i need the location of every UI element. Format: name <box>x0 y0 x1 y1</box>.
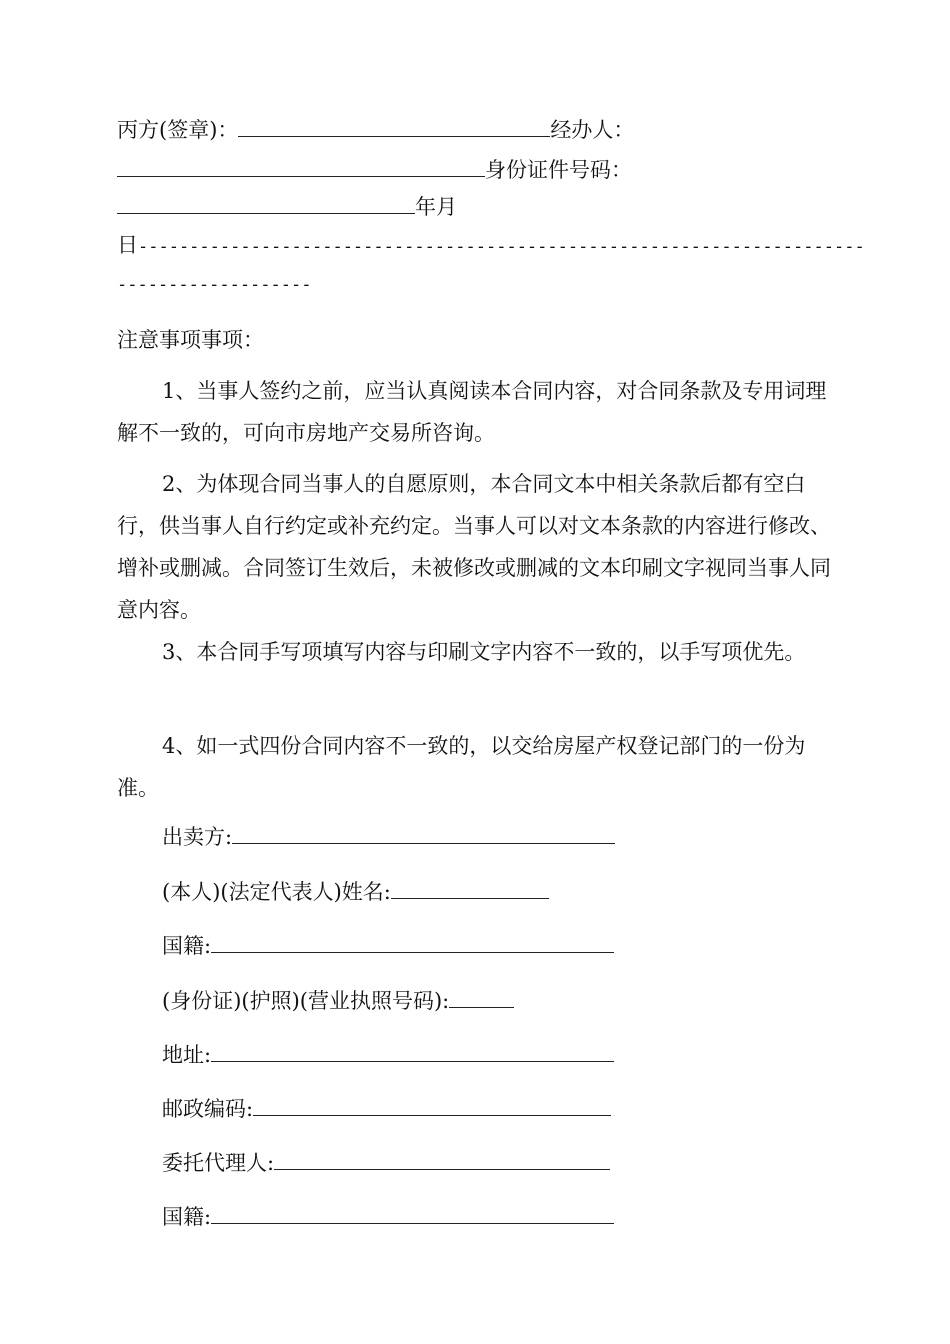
agent-nationality-label: 国籍: <box>162 1205 212 1229</box>
name-row <box>162 877 549 907</box>
postal-code-label: 邮政编码: <box>162 1097 254 1121</box>
nationality-field[interactable] <box>211 932 614 953</box>
note-item-2: 2、为体现合同当事人的自愿原则，本合同文本中相关条款后都有空白行，供当事人自行约定或补充约定。当事人可以对文本条款的内容进行修改、增补或删减。合同签订生效后，未被修改或删减的文本印刷文字视同当事人同意内容。 <box>117 472 831 622</box>
dash-line-2 <box>117 268 311 300</box>
date-line <box>117 192 457 222</box>
nationality-row <box>162 931 614 961</box>
dash-separator-1: ----------------------------------------------------------------------- <box>138 237 865 257</box>
agent-nationality-field[interactable] <box>211 1203 614 1224</box>
seller-row <box>162 822 615 852</box>
id-number-line <box>117 155 632 185</box>
notes-title: 注意事项事项： <box>117 328 264 352</box>
address-field[interactable] <box>211 1041 614 1062</box>
note-item-3: 3、本合同手写项填写内容与印刷文字内容不一致的，以手写项优先。 <box>162 640 806 664</box>
party-c-signature-line <box>117 115 634 145</box>
nationality-label: 国籍: <box>162 934 212 958</box>
agent-row <box>162 1148 610 1178</box>
name-field[interactable] <box>391 878 549 899</box>
name-label: (本人)(法定代表人)姓名: <box>162 880 391 904</box>
dash-separator-2: ------------------- <box>117 275 312 295</box>
agent-name-blank[interactable] <box>117 156 485 177</box>
postal-code-field[interactable] <box>253 1095 611 1116</box>
seller-field[interactable] <box>232 823 615 844</box>
year-month-label: 年月 <box>415 195 457 219</box>
id-type-row <box>162 986 514 1016</box>
day-label: 日 <box>117 233 138 257</box>
agent-label: 经办人： <box>550 118 635 142</box>
agent-representative-label: 委托代理人: <box>162 1151 275 1175</box>
address-row <box>162 1040 614 1070</box>
id-type-label: (身份证)(护照)(营业执照号码): <box>162 989 450 1013</box>
id-type-field[interactable] <box>449 987 514 1008</box>
id-number-label: 身份证件号码： <box>485 158 632 182</box>
agent-representative-field[interactable] <box>274 1149 610 1170</box>
id-number-blank[interactable] <box>117 193 415 214</box>
note-item-1: 1、当事人签约之前，应当认真阅读本合同内容，对合同条款及专用词理解不一致的，可向市房地产交易所咨询。 <box>117 379 827 445</box>
seller-label: 出卖方: <box>162 825 233 849</box>
party-c-label: 丙方(签章)： <box>117 118 239 142</box>
postal-code-row <box>162 1094 611 1124</box>
day-line <box>117 230 865 262</box>
party-c-signature-blank[interactable] <box>238 116 550 137</box>
note-item-4: 4、如一式四份合同内容不一致的，以交给房屋产权登记部门的一份为准。 <box>117 734 806 800</box>
address-label: 地址: <box>162 1043 212 1067</box>
agent-nationality-row <box>162 1202 614 1232</box>
